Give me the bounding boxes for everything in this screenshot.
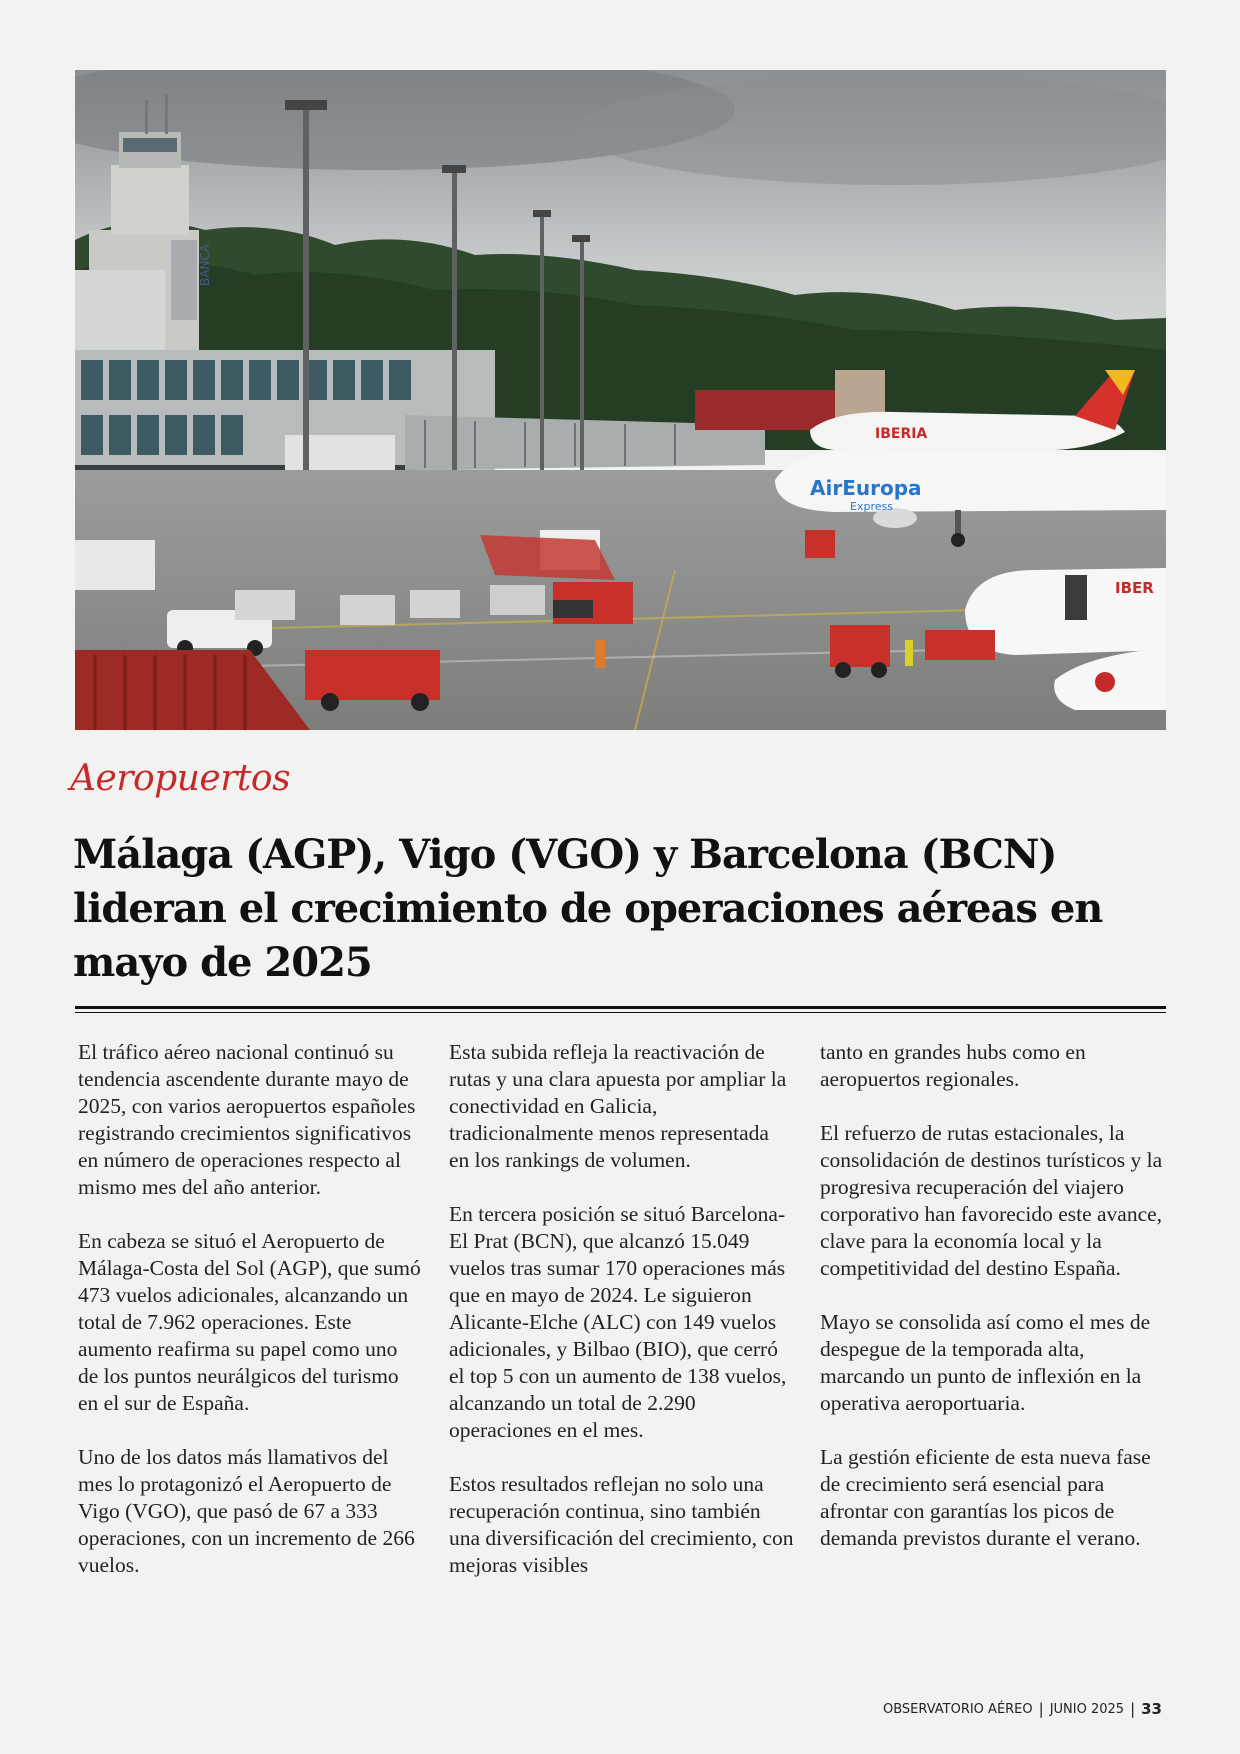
paragraph: El tráfico aéreo nacional continuó su tendencia ascendente durante mayo de 2025, con varios aeropuertos españoles registrando crecimientos significativos en número de operaciones respecto al mismo mes del año anterior.	[78, 1040, 416, 1199]
iberia-near-logo: IBER	[1115, 579, 1154, 597]
paragraph: tanto en grandes hubs como en aeropuertos regionales.	[820, 1040, 1086, 1091]
section-label: Aeropuertos	[70, 758, 291, 799]
paragraph: La gestión eficiente de esta nueva fase de crecimiento será esencial para afrontar con garantías los picos de demanda previstos durante el verano.	[820, 1445, 1151, 1550]
iberia-far-logo: IBERIA	[875, 426, 928, 442]
article-title: Málaga (AGP), Vigo (VGO) y Barcelona (BCN) lideran el crecimiento de operaciones aéreas en mayo de 2025	[73, 831, 1103, 986]
issue-date: JUNIO 2025	[1049, 1701, 1125, 1717]
title-rule-thin	[75, 1012, 1166, 1013]
aireuropa-sub: Express	[850, 500, 893, 513]
paragraph: En tercera posición se situó Barcelona-El Prat (BCN), que alcanzó 15.049 vuelos tras sumar 170 operaciones más que en mayo de 2024. Le siguieron Alicante-Elche (ALC) con 149 vuelos adicionales, y Bilbao (BIO), que cerró el top 5 con un aumento de 138 vuelos, alcanzando un total de 2.290 operaciones en el mes.	[449, 1202, 787, 1442]
title-rule-thick	[75, 1006, 1166, 1009]
hero-photo	[75, 70, 1166, 730]
paragraph: En cabeza se situó el Aeropuerto de Málaga-Costa del Sol (AGP), que sumó 473 vuelos adicionales, alcanzando un total de 7.962 operaciones. Este aumento reafirma su papel como uno de los puntos neurálgicos del turismo en el sur de España.	[78, 1229, 421, 1415]
footer-separator: |	[1130, 1700, 1136, 1718]
paragraph: Esta subida refleja la reactivación de rutas y una clara apuesta por ampliar la conectividad en Galicia, tradicionalmente menos representada en los rankings de volumen.	[449, 1040, 787, 1172]
publication-name: OBSERVATORIO AÉREO	[882, 1701, 1033, 1717]
page-footer	[883, 1700, 1162, 1718]
page-number: 33	[1141, 1700, 1162, 1718]
paragraph: Uno de los datos más llamativos del mes lo protagonizó el Aeropuerto de Vigo (VGO), que pasó de 67 a 333 operaciones, con un incremento de 266 vuelos.	[78, 1445, 415, 1577]
footer-separator: |	[1038, 1700, 1044, 1718]
text-column-1	[78, 1039, 423, 1606]
tower-sign: BANCA	[198, 243, 212, 286]
text-column-2	[449, 1039, 794, 1606]
text-column-3	[820, 1039, 1165, 1579]
paragraph: Mayo se consolida así como el mes de despegue de la temporada alta, marcando un punto de inflexión en la operativa aeroportuaria.	[820, 1310, 1151, 1415]
paragraph: Estos resultados reflejan no solo una recuperación continua, sino también una diversificación del crecimiento, con mejoras visibles	[449, 1472, 794, 1577]
paragraph: El refuerzo de rutas estacionales, la consolidación de destinos turísticos y la progresiva recuperación del viajero corporativo han favorecido este avance, clave para la economía local y la competitividad del destino España.	[820, 1121, 1163, 1280]
aireuropa-logo: AirEuropa	[810, 476, 922, 500]
